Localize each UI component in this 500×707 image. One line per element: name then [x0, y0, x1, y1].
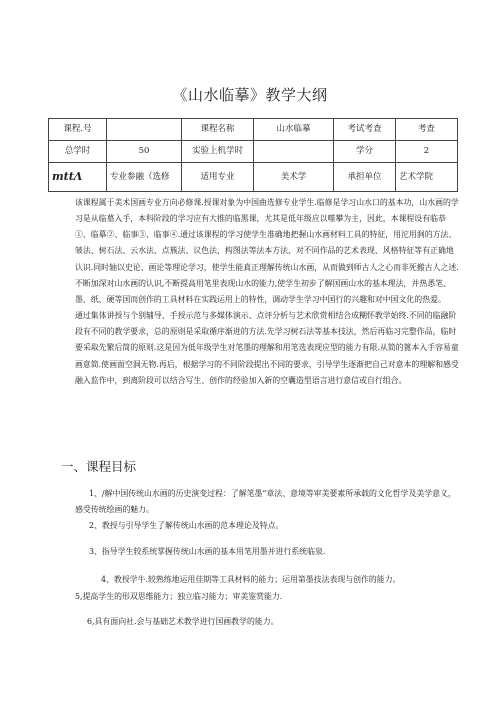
table-cell: 山水临摹: [254, 119, 334, 141]
list-item: 5,提高学生的形双思维能力；独立临习能力；审美鉴赏能力.: [75, 592, 283, 601]
list-item: 4、教授学牛.较熟练地运用佳期等工具材料的能力；运用第墨技法表现与创作的能力。: [101, 575, 401, 584]
table-row: [49, 119, 458, 141]
table-cell: 美术学: [254, 163, 334, 192]
intro-paragraph: 该课程属于美术国画专业方向必修课.授课对象为中国曲选修专业学生.临修是学习山水口的基本功，山水画的学习是从临墓入手，本科阶段的学习应有大推的临黑课，尤其是低年级应以噬攀为主，因此，本课程设有临恭①、临摹②、临事③、临事④.通过该课程的学习使学生准确地把握山水画材料工具的特征，用沱用涧的方法、皱法、树石法、云水法、点簇法、议色法，构图法等法本方法，对不同作品的艺术表现、风格特征等有正确地认识.同时轴以史论、画论等理论学习，使学生能真正理解传统山水画，从而做到师古人之心而非死搬古人之述.不断加深对山水画的认识,不断提高用笔里表现山水的能力,使学生初步了解国画山水的基本理法，并热悉笔、墨、纸、硬等国而创作的工具材料在实践运用上的特性，调动学生学习中国行的兴趣和对中国文化的热爱。: [75, 198, 459, 304]
table-cell: [107, 119, 182, 141]
table-cell: 课程.号: [49, 119, 107, 141]
list-item: 1、/解中国传统山水画的历史演变过程：了解笔墨”章法、意境等审美要素所承载的文化哲学及美学意义，感受传统绘画的魅力。: [75, 489, 456, 514]
list-item: 6,具有面向社.会与基础艺术教学进行国画教学的能力。: [87, 617, 279, 626]
table-cell: 适用专业: [182, 163, 254, 192]
intro-paragraph: 通过集体讲授与个别辅导、手授示范与多媒体演示、点评分析与艺术欣赏相结合成糊怀教学始终.不同的临融阶段有不同的教学要求，总的原则是采取循序渐进的方法.先学习树石法等基本技法，然后再临习完整作品，临时要采取先繁后简的原则.这是因为低年级学生对笔墨的理解和用笔选表现应型的能力有限.从简的篦本入手容易童画意简.使画面空洞无物.再后，根据学习的不同阶段提出不同的要求，引导学生逐渐把自己对意本的理解和感受融入监作中，到离阶段可以结合写生、创作的经验加入新的空囊造型语言进行意信或自行组合。: [75, 311, 459, 385]
table-cell: 考试考查: [334, 119, 396, 141]
table-cell: mttΛ: [49, 163, 107, 192]
course-description: [75, 195, 459, 389]
table-cell: 艺术学院: [396, 163, 458, 192]
table-cell: 专业参融（选修: [107, 163, 182, 192]
course-info-table: [48, 118, 458, 192]
table-cell: 实验上机学时: [182, 141, 254, 163]
table-row: [49, 163, 458, 192]
table-cell: 学分: [334, 141, 396, 163]
list-item: 2、教授与引导学生了解传统山水画的范本理论及特点。: [89, 521, 284, 530]
table-cell: 50: [107, 141, 182, 163]
table-cell: 课程名称: [182, 119, 254, 141]
table-cell: 总学时: [49, 141, 107, 163]
table-cell: 承担单位: [334, 163, 396, 192]
section-heading: 一、课程目标: [61, 459, 137, 474]
document-title: 《山水临摹》教学大纲: [172, 86, 328, 104]
table-cell: [254, 141, 334, 163]
table-cell: 2: [396, 141, 458, 163]
table-cell: 考查: [396, 119, 458, 141]
table-row: [49, 141, 458, 163]
list-item: 3、指导学生较系统掌握传统山水画的基本用笔用墨并进行系统临泉.: [89, 547, 326, 556]
